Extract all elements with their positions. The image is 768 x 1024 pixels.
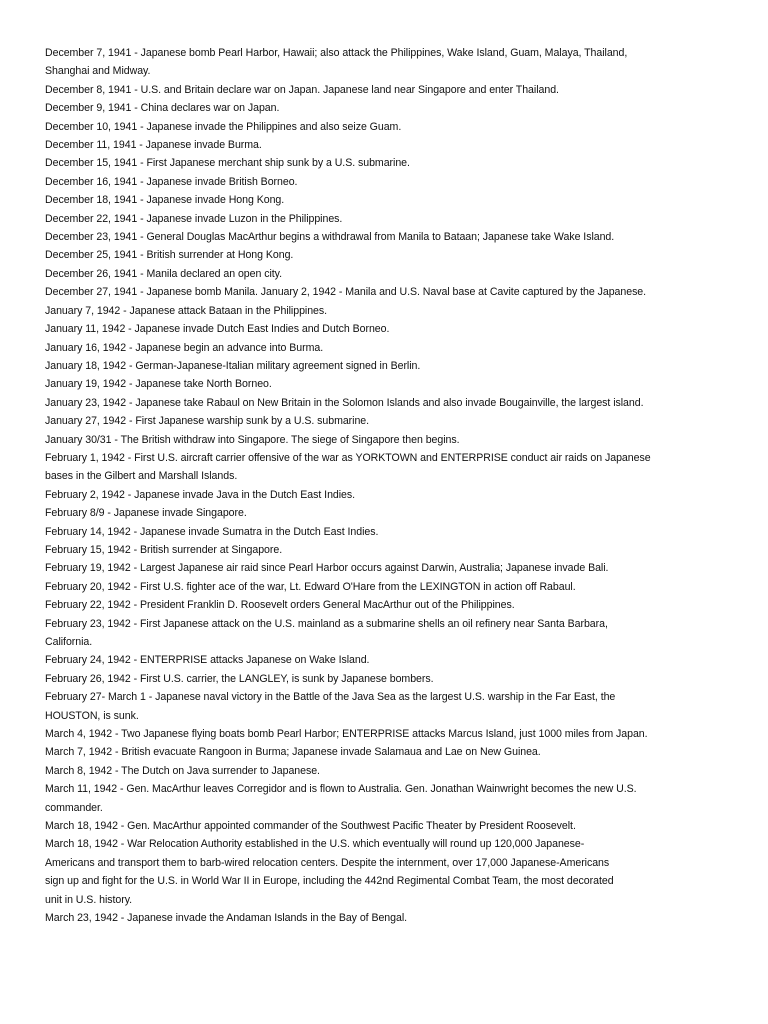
timeline-entry bbox=[45, 615, 735, 652]
timeline-entry bbox=[45, 909, 735, 927]
timeline-document bbox=[45, 44, 735, 928]
timeline-entry bbox=[45, 835, 735, 909]
timeline-entry-line: March 18, 1942 - War Relocation Authority established in the U.S. which eventually will round up 120,000 Japanese- bbox=[45, 838, 585, 851]
timeline-entry bbox=[45, 375, 735, 393]
timeline-entry-line: February 27- March 1 - Japanese naval victory in the Battle of the Java Sea as the largest U.S. warship in the Far East, the bbox=[45, 691, 616, 704]
timeline-entry-line: February 22, 1942 - President Franklin D. Roosevelt orders General MacArthur out of the Philippines. bbox=[45, 599, 515, 612]
timeline-entry bbox=[45, 118, 735, 136]
timeline-entry bbox=[45, 412, 735, 430]
timeline-entry-line: February 23, 1942 - First Japanese attack on the U.S. mainland as a submarine shells an oil refinery near Santa Barbara, bbox=[45, 617, 608, 630]
timeline-entry-line: February 19, 1942 - Largest Japanese air raid since Pearl Harbor occurs against Darwin, Australia; Japanese invade Bali. bbox=[45, 562, 609, 575]
timeline-entry bbox=[45, 394, 735, 412]
timeline-entry bbox=[45, 725, 735, 743]
timeline-entry-line: January 18, 1942 - German-Japanese-Italian military agreement signed in Berlin. bbox=[45, 359, 421, 372]
timeline-entry-line: February 2, 1942 - Japanese invade Java in the Dutch East Indies. bbox=[45, 488, 356, 501]
timeline-entry-line: unit in U.S. history. bbox=[45, 893, 133, 906]
timeline-entry-line: January 11, 1942 - Japanese invade Dutch East Indies and Dutch Borneo. bbox=[45, 323, 390, 336]
timeline-entry-line: December 9, 1941 - China declares war on Japan. bbox=[45, 102, 280, 115]
timeline-entry bbox=[45, 780, 735, 817]
timeline-entry bbox=[45, 523, 735, 541]
timeline-entry-line: February 26, 1942 - First U.S. carrier, the LANGLEY, is sunk by Japanese bombers. bbox=[45, 672, 434, 685]
timeline-entry-line: January 30/31 - The British withdraw into Singapore. The siege of Singapore then begins. bbox=[45, 433, 460, 446]
timeline-entry-line: HOUSTON, is sunk. bbox=[45, 709, 139, 722]
timeline-entry-line: sign up and fight for the U.S. in World War II in Europe, including the 442nd Regimental Combat Team, the most decorated bbox=[45, 875, 614, 888]
timeline-entry bbox=[45, 431, 735, 449]
timeline-entry-line: February 24, 1942 - ENTERPRISE attacks Japanese on Wake Island. bbox=[45, 654, 370, 667]
timeline-entry-line: December 25, 1941 - British surrender at Hong Kong. bbox=[45, 249, 294, 262]
timeline-entry bbox=[45, 173, 735, 191]
timeline-entry-line: January 27, 1942 - First Japanese warship sunk by a U.S. submarine. bbox=[45, 415, 370, 428]
timeline-entry-line: February 20, 1942 - First U.S. fighter ace of the war, Lt. Edward O'Hare from the LEXINGTON in action off Rabaul. bbox=[45, 580, 576, 593]
timeline-entry bbox=[45, 191, 735, 209]
timeline-entry bbox=[45, 486, 735, 504]
timeline-entry-line: February 8/9 - Japanese invade Singapore. bbox=[45, 507, 247, 520]
timeline-entry-line: December 15, 1941 - First Japanese merchant ship sunk by a U.S. submarine. bbox=[45, 157, 410, 170]
timeline-entry-line: March 11, 1942 - Gen. MacArthur leaves Corregidor and is flown to Australia. Gen. Jonathan Wainwright becomes the new U.S. bbox=[45, 783, 637, 796]
timeline-entry bbox=[45, 154, 735, 172]
timeline-entry-line: December 16, 1941 - Japanese invade British Borneo. bbox=[45, 175, 298, 188]
timeline-entry bbox=[45, 578, 735, 596]
timeline-entry-line: December 8, 1941 - U.S. and Britain declare war on Japan. Japanese land near Singapore and enter Thailand. bbox=[45, 83, 559, 96]
timeline-entry bbox=[45, 762, 735, 780]
timeline-entry-line: December 27, 1941 - Japanese bomb Manila. January 2, 1942 - Manila and U.S. Naval base at Cavite captured by the Japanese. bbox=[45, 286, 647, 299]
timeline-entry bbox=[45, 357, 735, 375]
timeline-entry bbox=[45, 559, 735, 577]
timeline-entry bbox=[45, 688, 735, 725]
timeline-entry-line: December 18, 1941 - Japanese invade Hong Kong. bbox=[45, 194, 285, 207]
timeline-entry-line: Shanghai and Midway. bbox=[45, 65, 151, 78]
timeline-entry-line: bases in the Gilbert and Marshall Islands. bbox=[45, 470, 238, 483]
timeline-entry-line: March 8, 1942 - The Dutch on Java surrender to Japanese. bbox=[45, 764, 320, 777]
timeline-entry bbox=[45, 302, 735, 320]
timeline-entry bbox=[45, 670, 735, 688]
timeline-entry-line: January 16, 1942 - Japanese begin an advance into Burma. bbox=[45, 341, 324, 354]
timeline-entry bbox=[45, 449, 735, 486]
timeline-entry bbox=[45, 44, 735, 81]
timeline-entry-line: California. bbox=[45, 636, 93, 648]
timeline-entry-line: March 4, 1942 - Two Japanese flying boats bomb Pearl Harbor; ENTERPRISE attacks Marcus Island, just 1000 miles from Japan. bbox=[45, 728, 648, 741]
timeline-entry-line: March 7, 1942 - British evacuate Rangoon in Burma; Japanese invade Salamaua and Lae on New Guinea. bbox=[45, 746, 541, 759]
timeline-entry bbox=[45, 339, 735, 357]
timeline-entry bbox=[45, 265, 735, 283]
timeline-entry-line: commander. bbox=[45, 801, 103, 814]
timeline-entry bbox=[45, 651, 735, 669]
timeline-entry bbox=[45, 81, 735, 99]
timeline-entry-line: January 7, 1942 - Japanese attack Bataan in the Philippines. bbox=[45, 304, 328, 317]
timeline-entry bbox=[45, 817, 735, 835]
timeline-entry-line: February 15, 1942 - British surrender at Singapore. bbox=[45, 543, 283, 556]
timeline-entry bbox=[45, 136, 735, 154]
timeline-entry bbox=[45, 596, 735, 614]
timeline-entry-line: December 22, 1941 - Japanese invade Luzon in the Philippines. bbox=[45, 212, 343, 225]
timeline-entry bbox=[45, 99, 735, 117]
timeline-entry-line: Americans and transport them to barb-wired relocation centers. Despite the internment, over 17,000 Japanese-Americans bbox=[45, 856, 610, 869]
timeline-entry-line: January 19, 1942 - Japanese take North Borneo. bbox=[45, 378, 272, 391]
timeline-entry bbox=[45, 320, 735, 338]
timeline-entry bbox=[45, 743, 735, 761]
timeline-entry-line: December 7, 1941 - Japanese bomb Pearl Harbor, Hawaii; also attack the Philippines, Wake Island, Guam, Malaya, Thailand, bbox=[45, 47, 628, 59]
timeline-entry-line: March 18, 1942 - Gen. MacArthur appointed commander of the Southwest Pacific Theater by President Roosevelt. bbox=[45, 820, 576, 833]
timeline-entry-line: December 26, 1941 - Manila declared an open city. bbox=[45, 267, 283, 280]
timeline-entry bbox=[45, 228, 735, 246]
timeline-entry-line: January 23, 1942 - Japanese take Rabaul on New Britain in the Solomon Islands and also invade Bougainville, the largest island. bbox=[45, 396, 644, 409]
timeline-entry-line: February 1, 1942 - First U.S. aircraft carrier offensive of the war as YORKTOWN and ENTERPRISE conduct air raids on Japanese bbox=[45, 451, 651, 464]
timeline-entry bbox=[45, 504, 735, 522]
timeline-entry bbox=[45, 283, 735, 301]
timeline-entry-line: March 23, 1942 - Japanese invade the Andaman Islands in the Bay of Bengal. bbox=[45, 912, 408, 925]
timeline-entry-line: December 11, 1941 - Japanese invade Burma. bbox=[45, 139, 262, 152]
timeline-entry-line: December 23, 1941 - General Douglas MacArthur begins a withdrawal from Manila to Bataan; Japanese take Wake Island. bbox=[45, 231, 615, 244]
timeline-entry-line: December 10, 1941 - Japanese invade the Philippines and also seize Guam. bbox=[45, 120, 402, 133]
timeline-entry-line: February 14, 1942 - Japanese invade Sumatra in the Dutch East Indies. bbox=[45, 525, 379, 538]
timeline-entry bbox=[45, 246, 735, 264]
timeline-entry bbox=[45, 541, 735, 559]
timeline-entry bbox=[45, 210, 735, 228]
